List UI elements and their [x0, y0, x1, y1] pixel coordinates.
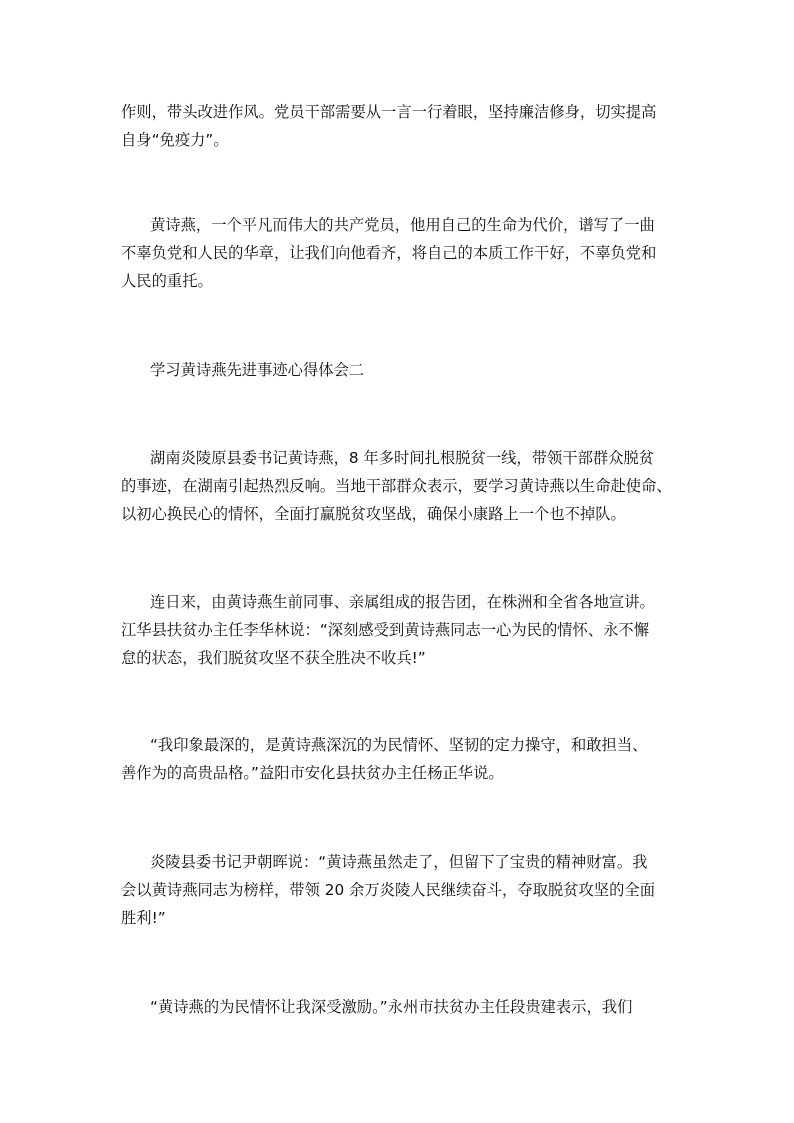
paragraph — [121, 731, 681, 787]
text-line: 胜利!” — [121, 909, 166, 927]
text-line: 的事迹，在湖南引起热烈反响。当地干部群众表示，要学习黄诗燕以生命赴使命、 — [121, 477, 672, 495]
text-line: 会以黄诗燕同志为榜样，带领 20 余万炎陵人民继续奋斗，夺取脱贫攻坚的全面 — [121, 881, 655, 899]
text-line: “黄诗燕的为民情怀让我深受激励。”永州市扶贫办主任段贵建表示，我们 — [150, 998, 633, 1016]
text-line: “我印象最深的，是黄诗燕深沉的为民情怀、坚韧的定力操守，和敢担当、 — [150, 736, 648, 754]
text-line: 黄诗燕，一个平凡而伟大的共产党员，他用自己的生命为代价，谱写了一曲 — [150, 216, 655, 234]
paragraph — [121, 848, 681, 932]
text-line: 不辜负党和人民的华章，让我们向他看齐，将自己的本质工作干好，不辜负党和 — [121, 244, 657, 262]
text-line: 湖南炎陵原县委书记黄诗燕，8 年多时间扎根脱贫一线，带领干部群众脱贫 — [150, 449, 655, 467]
text-line: 炎陵县委书记尹朝晖说：“黄诗燕虽然走了，但留下了宝贵的精神财富。我 — [150, 853, 648, 871]
paragraph-continuation — [121, 98, 681, 154]
heading-text: 学习黄诗燕先进事迹心得体会二 — [150, 361, 365, 379]
section-heading — [121, 356, 681, 384]
paragraph — [121, 211, 681, 295]
text-line: 怠的状态，我们脱贫攻坚不获全胜决不收兵!” — [121, 649, 426, 667]
text-line: 作则，带头改进作风。党员干部需要从一言一行着眼，坚持廉洁修身，切实提高 — [121, 103, 657, 121]
text-line: 江华县扶贫办主任李华林说：“深刻感受到黄诗燕同志一心为民的情怀、永不懈 — [121, 621, 650, 639]
text-line: 以初心换民心的情怀，全面打赢脱贫攻坚战，确保小康路上一个也不掉队。 — [121, 505, 626, 523]
paragraph — [121, 444, 681, 528]
text-line: 人民的重托。 — [121, 272, 213, 290]
text-line: 善作为的高贵品格。”益阳市安化县扶贫办主任杨正华说。 — [121, 764, 504, 782]
text-line: 连日来，由黄诗燕生前同事、亲属组成的报告团，在株洲和全省各地宣讲。 — [150, 593, 655, 611]
text-line: 自身“免疫力”。 — [121, 131, 229, 149]
paragraph — [121, 993, 681, 1021]
paragraph — [121, 588, 681, 672]
